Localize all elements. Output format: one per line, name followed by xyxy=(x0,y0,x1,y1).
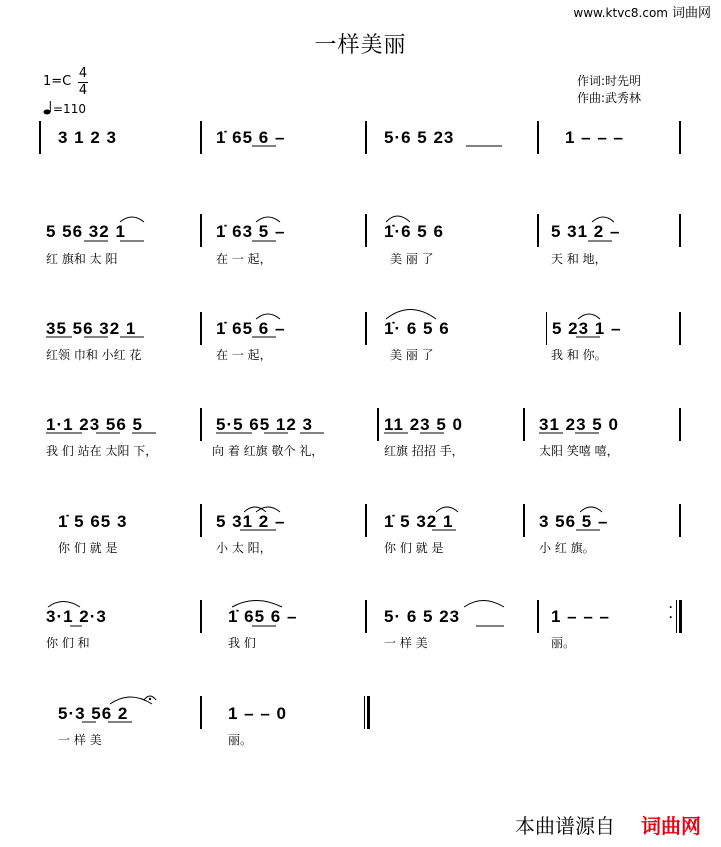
repeat-dots: · · xyxy=(669,600,674,624)
measure: 1̇ 65 6 – xyxy=(228,607,298,626)
lyric: 一 样 美 xyxy=(384,636,428,650)
time-signature-bottom: 4 xyxy=(78,83,88,98)
measure: 3 1 2 3 xyxy=(58,128,117,147)
lyric: 我 们 站在 太阳 下， xyxy=(46,444,158,458)
measure: 5 56 32 1 xyxy=(46,222,126,241)
measure: 5 31 2 – xyxy=(216,512,286,531)
lyric: 小 太 阳， xyxy=(216,541,272,555)
lyric: 丽。 xyxy=(551,636,576,650)
measure: 1 – – 0 xyxy=(228,704,287,723)
measure: 5·3 56 2 xyxy=(58,704,129,723)
page-title: 一样美丽 xyxy=(314,33,407,58)
measure: 31 23 5 0 xyxy=(539,415,619,434)
lyric: 红领 巾和 小红 花 xyxy=(46,348,142,362)
measure: 5 31 2 – xyxy=(551,222,621,241)
site-name[interactable]: 词曲网 xyxy=(671,6,711,21)
measure: 1·1 23 56 5 xyxy=(46,415,144,434)
tempo-value: =110 xyxy=(53,102,86,116)
lyric: 一 样 美 xyxy=(58,733,102,747)
measure: 11 23 5 0 xyxy=(384,415,463,434)
measure: 1̇ 5 65 3 xyxy=(58,512,128,531)
measure: 1̇ 65 6 – xyxy=(216,128,286,147)
lyric: 你 们 就 是 xyxy=(58,541,118,555)
measure: 1 – – – xyxy=(551,607,610,626)
lyric: 在 一 起， xyxy=(216,252,272,266)
lyric: 你 们 和 xyxy=(46,636,90,650)
lyric: 红旗 招招 手， xyxy=(384,444,464,458)
footer-brand-logo[interactable]: 词曲网 xyxy=(641,814,701,838)
lyric: 我 们 xyxy=(228,636,256,650)
lyricist-credit: 作词:时先明 xyxy=(576,74,641,88)
lyric: 美 丽 了 xyxy=(390,252,434,266)
lyric: 丽。 xyxy=(228,733,253,747)
measure: 1̇ 63 5 – xyxy=(216,222,286,241)
lyric: 我 和 你。 xyxy=(551,348,607,362)
lyric: 美 丽 了 xyxy=(390,348,434,362)
measure: 3 56 5 – xyxy=(539,512,609,531)
measure: 1 – – – xyxy=(565,128,624,147)
measure: 3·1 2·3 xyxy=(46,607,107,626)
key-signature: 1=C xyxy=(43,74,72,89)
measure: 5·6 5 23 xyxy=(384,128,455,147)
measure: 5· 6 5 23 xyxy=(384,607,461,626)
lyric: 红 旗和 太 阳 xyxy=(46,252,118,266)
measure: 1̇ 5 32 1 xyxy=(384,512,454,531)
site-url[interactable]: www.ktvc8.com xyxy=(573,6,668,20)
measure: 1̇·6 5 6 xyxy=(384,222,444,241)
lyric: 你 们 就 是 xyxy=(384,541,444,555)
composer-credit: 作曲:武秀林 xyxy=(576,91,641,105)
measure: 5·5 65 12 3 xyxy=(216,415,314,434)
measure: 1̇· 6 5 6 xyxy=(384,319,450,338)
measure: 35 56 32 1 xyxy=(46,319,137,338)
lyric: 天 和 地， xyxy=(551,252,607,266)
lyric: 小 红 旗。 xyxy=(539,541,595,555)
lyric: 在 一 起， xyxy=(216,348,272,362)
lyric: 太阳 笑嘻 嘻， xyxy=(539,444,619,458)
lyric: 向 着 红旗 敬个 礼， xyxy=(212,444,324,458)
measure: 1̇ 65 6 – xyxy=(216,319,286,338)
footer-source-text: 本曲谱源自 xyxy=(515,814,615,838)
time-signature-top: 4 xyxy=(78,66,88,81)
measure: 5 23 1 – xyxy=(552,319,622,338)
